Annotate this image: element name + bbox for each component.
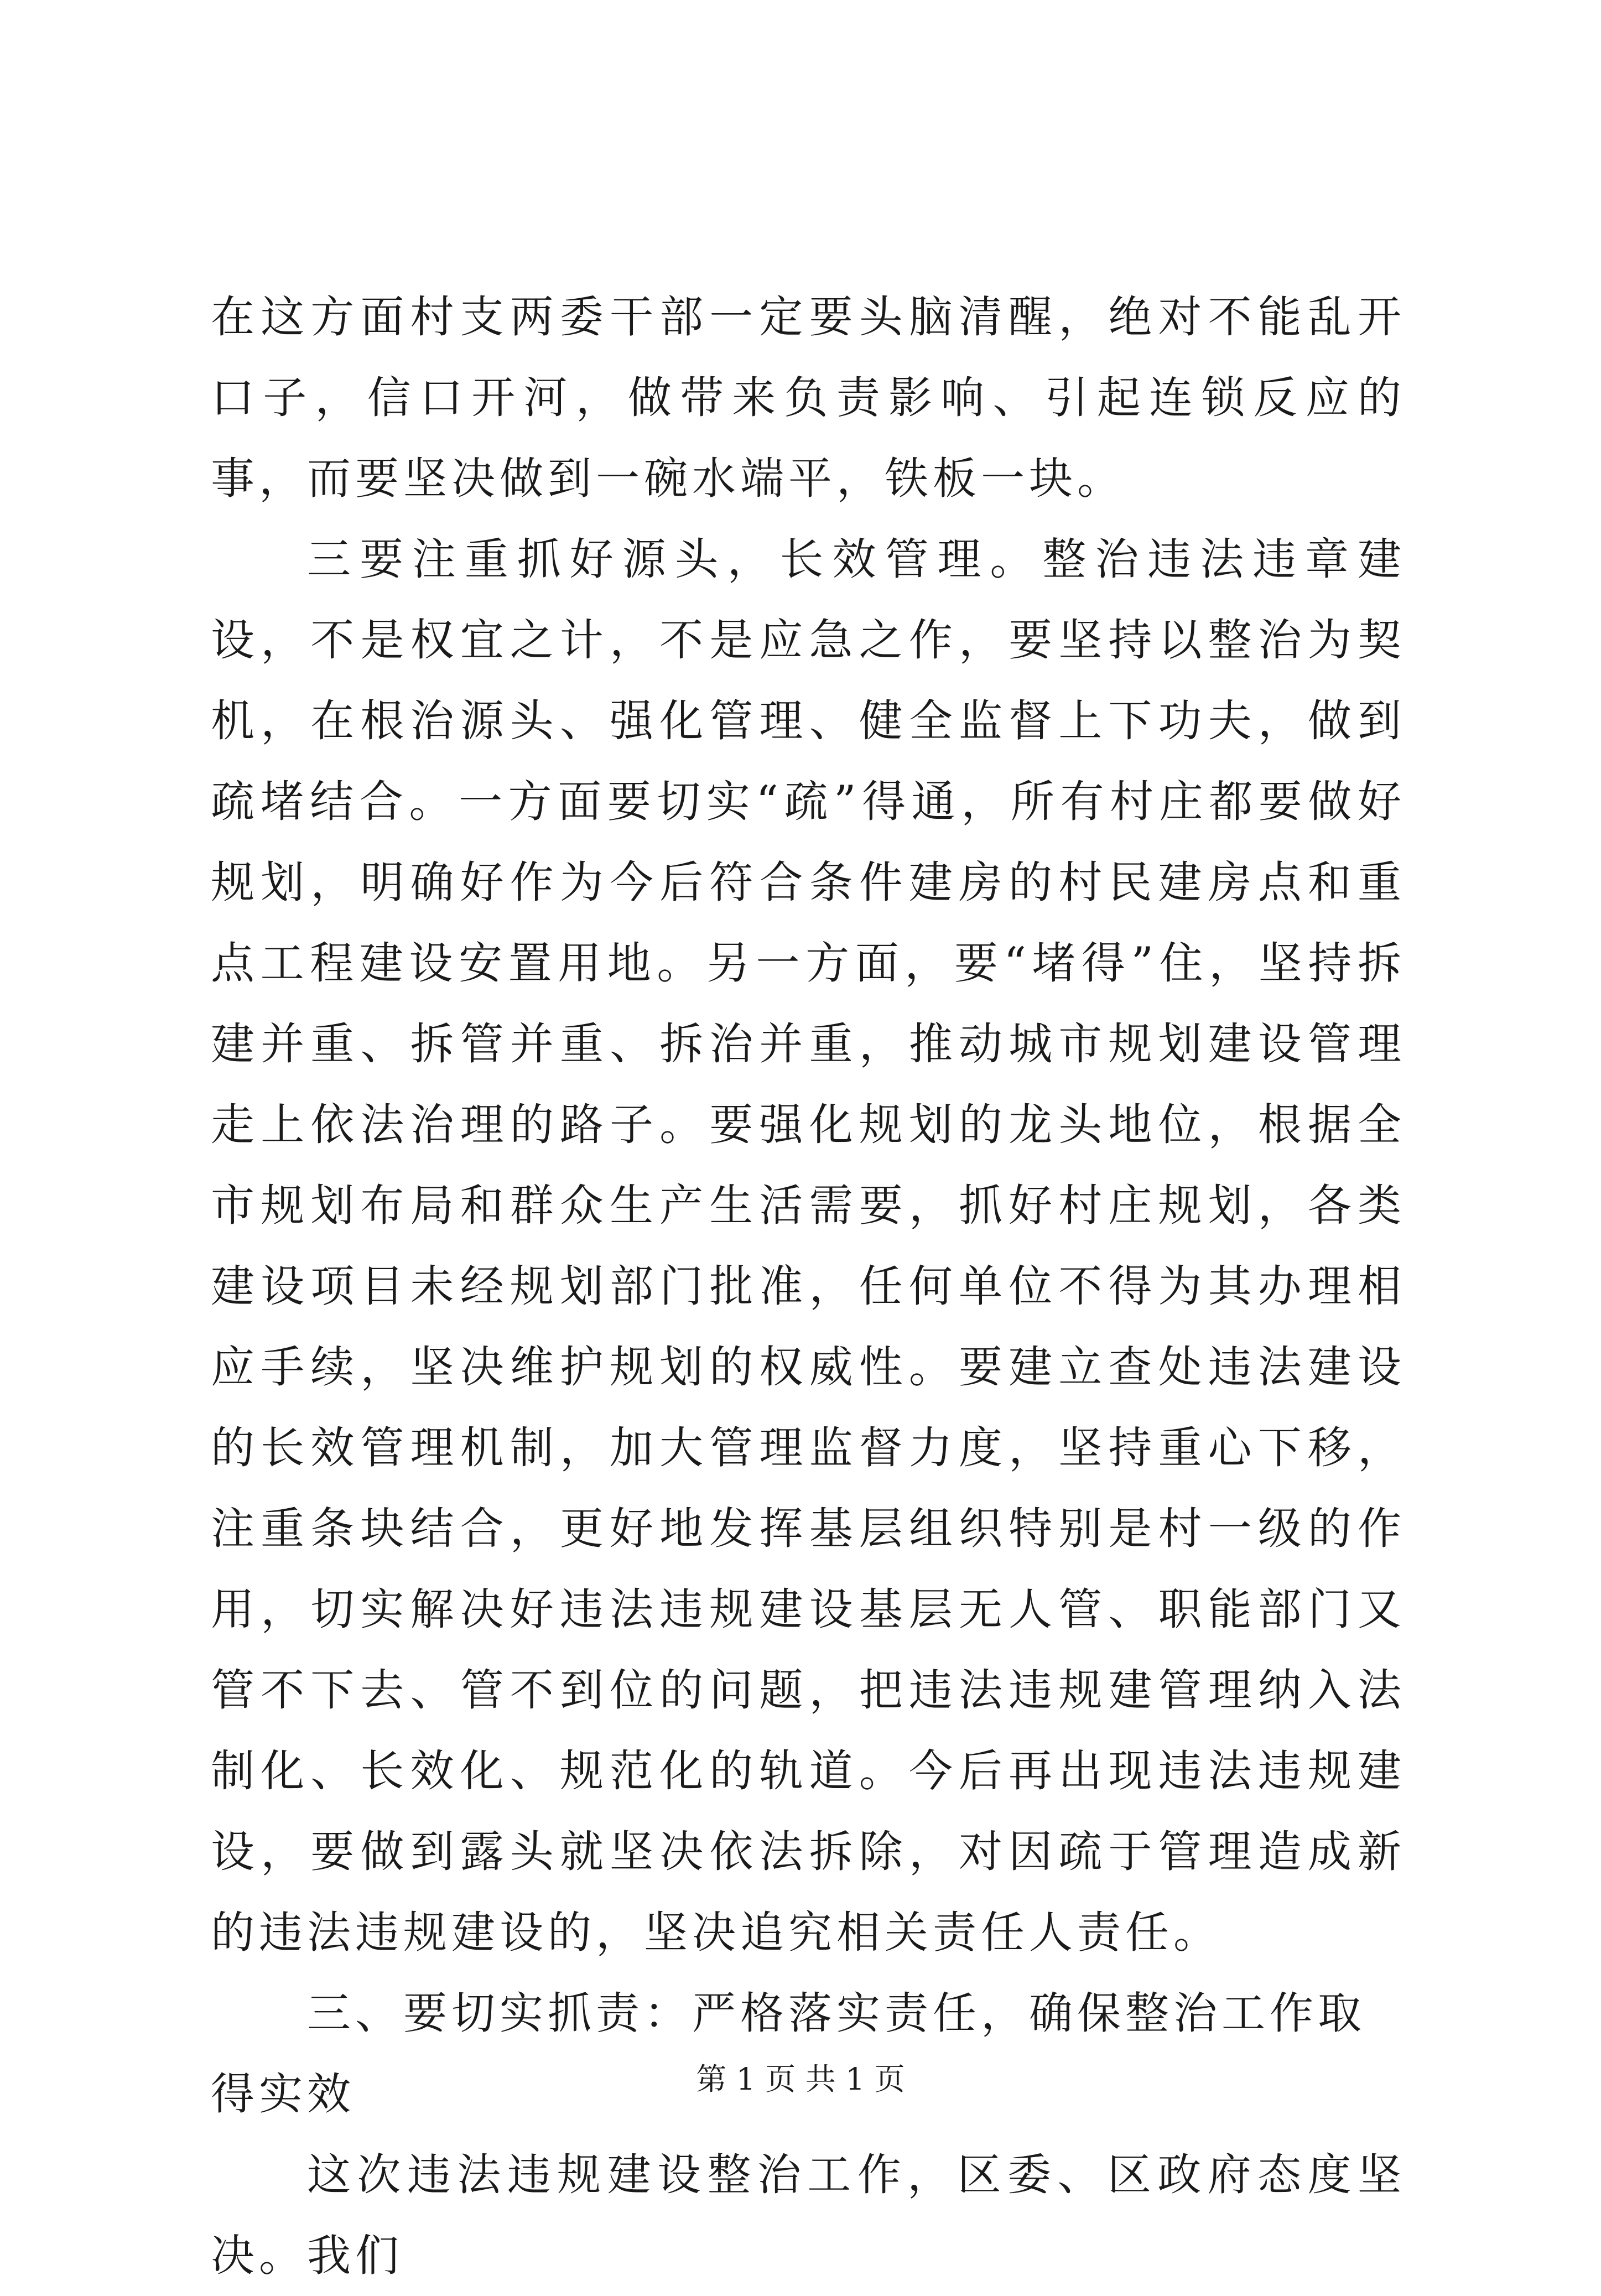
paragraph-rectification-intro: 这次违法违规建设整治工作，区委、区政府态度坚决。我们 [211, 2149, 1406, 2281]
section-heading-responsibility: 三、要切实抓责：严格落实责任，确保整治工作取得实效 [211, 1988, 1366, 2120]
document-body [211, 277, 1406, 2296]
page-footer [0, 2060, 1601, 2098]
paragraph-continuation: 在这方面村支两委干部一定要头脑清醒，绝对不能乱开口子，信口开河，做带来负责影响、引起连锁反应的事，而要坚决做到一碗水端平，铁板一块。 [211, 292, 1406, 504]
paragraph-source-management: 三要注重抓好源头，长效管理。整治违法违章建设，不是权宜之计，不是应急之作，要坚持以整治为契机，在根治源头、强化管理、健全监督上下功夫，做到疏堵结合。一方面要切实“疏”得通，所有村庄都要做好规划，明确好作为今后符合条件建房的村民建房点和重点工程建设安置用地。另一方面，要“堵得”住，坚持拆建并重、拆管并重、拆治并重，推动城市规划建设管理走上依法治理的路子。要强化规划的龙头地位，根据全市规划布局和群众生产生活需要，抓好村庄规划，各类建设项目未经规划部门批准，任何单位不得为其办理相应手续，坚决维护规划的权威性。要建立查处违法建设的长效管理机制，加大管理监督力度，坚持重心下移，注重条块结合，更好地发挥基层组织特别是村一级的作用，切实解决好违法违规建设基层无人管、职能部门又管不下去、管不到位的问题，把违法违规建管理纳入法制化、长效化、规范化的轨道。今后再出现违法违规建设，要做到露头就坚决依法拆除，对因疏于管理造成新的违法违规建设的，坚决追究相关责任人责任。 [211, 534, 1406, 1958]
page-number-label: 第 1 页 共 1 页 [696, 2061, 905, 2097]
